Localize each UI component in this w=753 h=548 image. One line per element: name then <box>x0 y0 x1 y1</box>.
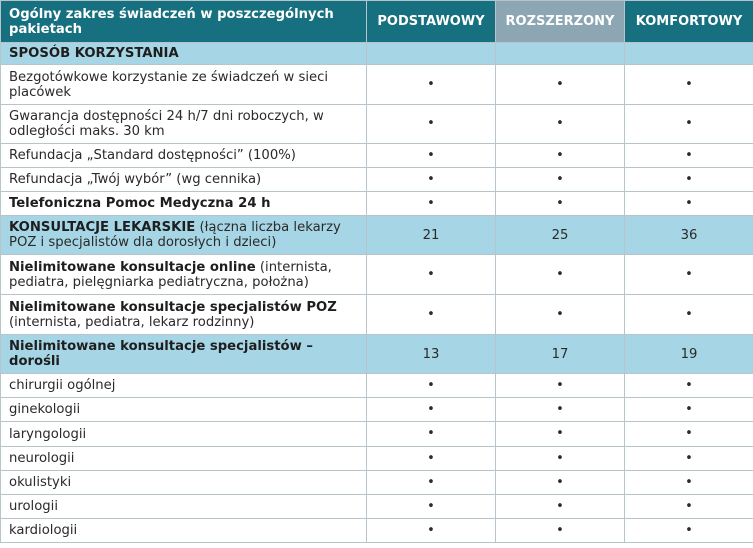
value-cell: 17 <box>496 335 625 374</box>
included-dot: • <box>625 471 753 495</box>
row-label <box>1 495 367 519</box>
row-label-bold: Nielimitowane konsultacje online <box>9 259 256 275</box>
included-dot: • <box>625 295 753 335</box>
value-cell: 36 <box>625 216 753 255</box>
column-header-komfortowy: KOMFORTOWY <box>625 1 753 43</box>
included-dot: • <box>367 168 496 192</box>
included-dot: • <box>625 192 753 216</box>
row-label <box>1 65 367 105</box>
row-label <box>1 447 367 471</box>
included-dot: • <box>496 65 625 105</box>
included-dot: • <box>625 519 753 543</box>
included-dot: • <box>496 255 625 295</box>
included-dot: • <box>367 374 496 398</box>
included-dot: • <box>625 255 753 295</box>
value-cell: 19 <box>625 335 753 374</box>
table-row <box>1 255 753 295</box>
included-dot: • <box>625 374 753 398</box>
included-dot: • <box>496 398 625 422</box>
included-dot: • <box>625 168 753 192</box>
row-label-text: (internista, pediatra, lekarz rodzinny) <box>9 314 255 330</box>
row-label <box>1 519 367 543</box>
row-label <box>1 374 367 398</box>
row-label <box>1 335 367 374</box>
row-label <box>1 168 367 192</box>
row-label-text: Refundacja „Standard dostępności” (100%) <box>9 148 296 163</box>
row-label-text: ginekologii <box>9 402 81 417</box>
included-dot: • <box>367 295 496 335</box>
row-label-bold: SPOSÓB KORZYSTANIA <box>9 46 179 61</box>
row-label-text: (internista, pediatra, pielęgniarka pediatryczna, położna) <box>9 259 332 290</box>
included-dot: • <box>367 105 496 144</box>
header-row <box>1 1 753 43</box>
included-dot: • <box>496 105 625 144</box>
included-dot: • <box>625 447 753 471</box>
value-cell: 21 <box>367 216 496 255</box>
included-dot: • <box>496 192 625 216</box>
included-dot: • <box>496 144 625 168</box>
column-header-rozszerzony: ROZSZERZONY <box>496 1 625 43</box>
row-label <box>1 471 367 495</box>
included-dot: • <box>625 495 753 519</box>
row-label <box>1 255 367 295</box>
row-label-bold: Telefoniczna Pomoc Medyczna 24 h <box>9 196 271 211</box>
row-label-bold: Nielimitowane konsultacje specjalistów POZ <box>9 299 337 315</box>
section-row <box>1 216 753 255</box>
included-dot: • <box>367 471 496 495</box>
included-dot: • <box>367 192 496 216</box>
included-dot: • <box>496 168 625 192</box>
row-label <box>1 144 367 168</box>
table-row <box>1 422 753 447</box>
value-cell <box>496 43 625 65</box>
row-label-text: okulistyki <box>9 475 72 490</box>
row-label <box>1 295 367 335</box>
row-label-text: kardiologii <box>9 523 78 538</box>
row-label <box>1 216 367 255</box>
row-label <box>1 105 367 144</box>
table-row <box>1 447 753 471</box>
included-dot: • <box>367 398 496 422</box>
included-dot: • <box>625 422 753 447</box>
included-dot: • <box>496 295 625 335</box>
included-dot: • <box>367 144 496 168</box>
table-body <box>1 43 753 543</box>
table-row <box>1 495 753 519</box>
included-dot: • <box>496 495 625 519</box>
included-dot: • <box>496 422 625 447</box>
row-label <box>1 43 367 65</box>
table-row <box>1 168 753 192</box>
included-dot: • <box>625 398 753 422</box>
table-row <box>1 374 753 398</box>
table-row <box>1 144 753 168</box>
row-label <box>1 422 367 447</box>
row-label-text: laryngologii <box>9 426 87 442</box>
included-dot: • <box>367 495 496 519</box>
row-label-text: chirurgii ogólnej <box>9 378 116 393</box>
table-row <box>1 519 753 543</box>
value-cell: 25 <box>496 216 625 255</box>
row-label <box>1 398 367 422</box>
table-row <box>1 192 753 216</box>
row-label-bold: Nielimitowane konsultacje specjalistów – dorośli <box>9 339 313 369</box>
included-dot: • <box>367 519 496 543</box>
table-row <box>1 65 753 105</box>
table-row <box>1 105 753 144</box>
table-title: Ogólny zakres świadczeń w poszczególnych pakietach <box>1 1 367 43</box>
row-label-text: (łączna liczba lekarzy POZ i specjalistów dla dorosłych i dzieci) <box>9 220 341 250</box>
included-dot: • <box>367 65 496 105</box>
section-row <box>1 335 753 374</box>
row-label-text: Bezgotówkowe korzystanie ze świadczeń w sieci placówek <box>9 69 329 100</box>
value-cell <box>367 43 496 65</box>
included-dot: • <box>625 65 753 105</box>
value-cell <box>625 43 753 65</box>
row-label-bold: KONSULTACJE LEKARSKIE <box>9 220 196 235</box>
section-row <box>1 43 753 65</box>
included-dot: • <box>496 374 625 398</box>
value-cell: 13 <box>367 335 496 374</box>
included-dot: • <box>367 447 496 471</box>
included-dot: • <box>367 422 496 447</box>
included-dot: • <box>625 105 753 144</box>
row-label-text: Refundacja „Twój wybór” (wg cennika) <box>9 172 262 187</box>
included-dot: • <box>625 144 753 168</box>
included-dot: • <box>496 519 625 543</box>
included-dot: • <box>496 447 625 471</box>
included-dot: • <box>496 471 625 495</box>
table-row <box>1 471 753 495</box>
row-label <box>1 192 367 216</box>
row-label-text: neurologii <box>9 451 75 466</box>
column-header-podstawowy: PODSTAWOWY <box>367 1 496 43</box>
table-row <box>1 295 753 335</box>
row-label-text: urologii <box>9 499 58 514</box>
row-label-text: Gwarancja dostępności 24 h/7 dni roboczych, w odległości maks. 30 km <box>9 109 324 139</box>
table-row <box>1 398 753 422</box>
included-dot: • <box>367 255 496 295</box>
